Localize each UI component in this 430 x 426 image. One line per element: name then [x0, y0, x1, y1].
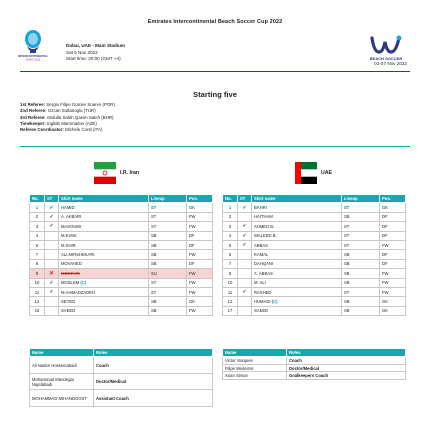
- staff-name: Ali Naderi Hosseinabadi: [30, 357, 94, 374]
- player-name-cell: [59, 259, 149, 268]
- player-position: GK: [187, 203, 213, 212]
- player-name: MOVAHED: [61, 261, 82, 267]
- match-date: Sat 5 Nov 2022: [66, 49, 98, 55]
- cross-icon: ✕: [48, 270, 55, 277]
- starter-cell: [45, 287, 59, 296]
- player-number: 5: [223, 240, 238, 249]
- starter-cell: [45, 231, 59, 240]
- player-position: FW: [187, 269, 213, 278]
- check-icon: ✓: [49, 204, 54, 211]
- staff-role: Doctor/Medical: [287, 364, 406, 372]
- player-row: [30, 250, 213, 259]
- team-left-name: I.R. Iran: [120, 170, 140, 176]
- match-info: [66, 43, 125, 63]
- player-number: 9: [30, 269, 45, 278]
- official-name: Abdulla Saleh Qasim Saleh (BHR): [46, 114, 114, 120]
- player-position: FW: [187, 278, 213, 287]
- player-name-cell: [59, 278, 149, 287]
- check-icon: ✓: [242, 289, 247, 296]
- player-lineup: SB: [149, 231, 187, 240]
- player-number: 2: [30, 212, 45, 221]
- staff-role: Goalkeepers Coach: [287, 372, 406, 380]
- player-number: 3: [30, 222, 45, 231]
- player-position: DF: [380, 259, 406, 268]
- lineup-table-right: [222, 194, 406, 316]
- player-position: FW: [380, 278, 406, 287]
- col-st: ST: [238, 195, 252, 203]
- player-row: [30, 259, 213, 268]
- player-row: [30, 306, 213, 315]
- player-row: [223, 240, 406, 249]
- player-row: [30, 287, 213, 296]
- official-name: Sergio Filipe Gomes Soares (POR): [46, 102, 115, 107]
- player-name-cell: [59, 222, 149, 231]
- col-name: Shirt name: [59, 195, 149, 203]
- team-right-name: UAE: [321, 170, 332, 176]
- player-lineup: SB: [149, 250, 187, 259]
- starter-cell: [238, 269, 252, 278]
- player-number: 1: [30, 203, 45, 212]
- captain-badge: (C): [80, 280, 87, 286]
- player-position: FW: [187, 212, 213, 221]
- official-name: Ingilab Mammadov (AZE): [47, 120, 97, 126]
- player-name: M. ALI: [254, 280, 266, 286]
- player-number: 17: [223, 306, 238, 315]
- player-lineup: ST: [342, 203, 380, 212]
- player-position: FW: [187, 222, 213, 231]
- starter-cell: [45, 250, 59, 259]
- staff-row: [30, 373, 213, 390]
- iran-flag-icon: [94, 162, 116, 184]
- player-lineup: SB: [149, 306, 187, 315]
- staff-row: [223, 372, 406, 380]
- official-role: Referee Coordinator:: [20, 127, 64, 133]
- col-lineup: Lineup: [342, 195, 380, 203]
- official-role: 3rd Referee:: [20, 114, 46, 120]
- player-position: DF: [187, 231, 213, 240]
- player-name: MOKTARI: [61, 270, 80, 276]
- player-name-cell: [59, 297, 149, 306]
- player-lineup: SB: [342, 297, 380, 306]
- team-left-header: [94, 162, 139, 184]
- col-st: ST: [45, 195, 59, 203]
- player-name: SEYED: [61, 298, 76, 304]
- player-row: [223, 259, 406, 268]
- player-lineup: ST: [149, 212, 187, 221]
- col-lineup: Lineup: [149, 195, 187, 203]
- player-lineup: ST: [149, 287, 187, 296]
- player-number: 10: [223, 278, 238, 287]
- player-name: M.SHIR: [61, 242, 76, 248]
- player-lineup: SB: [342, 250, 380, 259]
- starter-cell: [45, 269, 59, 278]
- officials-divider: [20, 146, 410, 147]
- official-role: Timekeeper:: [20, 120, 46, 126]
- player-row: [223, 222, 406, 231]
- official-name: Michele Conti (ITA): [65, 127, 103, 133]
- player-name-cell: [252, 278, 342, 287]
- player-lineup: ST: [342, 231, 380, 240]
- player-row: [223, 231, 406, 240]
- staff-name: Victor Vasques: [223, 357, 287, 365]
- lineup-header-row: [30, 195, 213, 203]
- player-position: DF: [187, 259, 213, 268]
- player-row: [30, 278, 213, 287]
- col-pos: Pos.: [187, 195, 213, 203]
- player-name-cell: [252, 231, 342, 240]
- player-lineup: SB: [342, 306, 380, 315]
- player-row: [30, 222, 213, 231]
- player-lineup: SB: [342, 212, 380, 221]
- player-number: 3: [223, 222, 238, 231]
- starter-cell: [45, 297, 59, 306]
- player-row: [223, 212, 406, 221]
- start-time: Start time: 20:00 (GMT +4): [66, 56, 121, 62]
- check-icon: ✓: [242, 242, 247, 249]
- player-number: 12: [223, 297, 238, 306]
- starter-cell: [238, 203, 252, 212]
- check-icon: ✓: [49, 279, 54, 286]
- player-row: [223, 297, 406, 306]
- player-number: 15: [30, 306, 45, 315]
- official-role: 2nd Referee:: [20, 108, 47, 114]
- starter-cell: [238, 278, 252, 287]
- player-lineup: SB: [149, 259, 187, 268]
- player-lineup: SB: [149, 240, 187, 249]
- player-position: DF: [380, 231, 406, 240]
- player-name-cell: [252, 240, 342, 249]
- staff-row: [30, 357, 213, 374]
- svg-text:DUBAI 2022: DUBAI 2022: [25, 58, 41, 62]
- official-role: 1st Referee:: [20, 102, 46, 107]
- player-number: 4: [223, 231, 238, 240]
- stadium: Dubai, UAE - Main Stadium: [66, 43, 125, 48]
- player-lineup: SB: [342, 278, 380, 287]
- player-name: BAHRI: [254, 205, 267, 211]
- player-name: A. ABBAS: [254, 270, 273, 276]
- officials-list: [20, 102, 115, 133]
- player-position: FW: [187, 306, 213, 315]
- event-dates: 01-07 Nov 2022: [374, 61, 407, 66]
- player-name-cell: [59, 250, 149, 259]
- col-no: No.: [223, 195, 238, 203]
- player-row: [223, 287, 406, 296]
- player-name: RASHED: [254, 289, 272, 295]
- player-number: 6: [223, 250, 238, 259]
- starter-cell: [45, 222, 59, 231]
- player-name: WALEED B.: [254, 233, 277, 239]
- player-position: DF: [380, 222, 406, 231]
- staff-role: Coach: [94, 357, 213, 374]
- player-position: GK: [380, 203, 406, 212]
- player-lineup: ST: [342, 222, 380, 231]
- starter-cell: [238, 240, 252, 249]
- player-number: 7: [30, 250, 45, 259]
- col-staff-name: Name: [30, 349, 94, 357]
- starter-cell: [238, 231, 252, 240]
- player-name-cell: [59, 240, 149, 249]
- starter-cell: [238, 306, 252, 315]
- player-position: GK: [187, 297, 213, 306]
- player-name: KAMAL: [254, 252, 269, 258]
- header-divider: [20, 71, 410, 72]
- staff-role: Doctor/Medical: [94, 373, 213, 390]
- player-lineup: ST: [149, 278, 187, 287]
- check-icon: ✓: [49, 213, 54, 220]
- staff-name: Xoan Simon: [223, 372, 287, 380]
- player-position: GK: [380, 297, 406, 306]
- check-icon: ✓: [242, 232, 247, 239]
- official-row: [20, 127, 115, 133]
- col-staff-role: Roles: [287, 349, 406, 357]
- lineup-header-row: [223, 195, 406, 203]
- player-name-cell: [252, 287, 342, 296]
- check-icon: ✓: [49, 289, 54, 296]
- player-row: [30, 212, 213, 221]
- official-name: Ozcan Sultanoglu (TUR): [47, 108, 96, 114]
- starter-cell: [238, 297, 252, 306]
- player-name: SAEED: [254, 308, 269, 314]
- player-number: 5: [30, 240, 45, 249]
- player-name-cell: [252, 306, 342, 315]
- player-position: GK: [380, 306, 406, 315]
- player-name: HAITHAM: [254, 214, 273, 220]
- player-name-cell: [252, 250, 342, 259]
- player-number: 4: [30, 231, 45, 240]
- player-row: [223, 203, 406, 212]
- tournament-logo: [17, 28, 49, 62]
- player-name-cell: [252, 203, 342, 212]
- player-name-cell: [59, 287, 149, 296]
- player-position: DF: [380, 250, 406, 259]
- player-number: 11: [223, 287, 238, 296]
- col-staff-role: Roles: [94, 349, 213, 357]
- starter-cell: [238, 212, 252, 221]
- player-position: FW: [187, 250, 213, 259]
- player-lineup: ST: [342, 240, 380, 249]
- player-lineup: ST: [149, 222, 187, 231]
- player-name-cell: [252, 212, 342, 221]
- player-position: FW: [380, 240, 406, 249]
- player-name-cell: [252, 297, 342, 306]
- player-name: HAMID: [61, 205, 75, 211]
- player-name: A. AKBARI: [61, 214, 82, 220]
- starter-cell: [45, 203, 59, 212]
- player-row: [30, 203, 213, 212]
- player-row: [223, 278, 406, 287]
- player-position: FW: [187, 287, 213, 296]
- staff-role: Assistant Coach: [94, 390, 213, 407]
- player-number: 10: [30, 278, 45, 287]
- player-name: SAEED: [61, 308, 76, 314]
- player-row: [223, 306, 406, 315]
- event-title: Emirates Intercontinental Beach Soccer Cup 2022: [147, 19, 283, 25]
- check-icon: ✓: [242, 223, 247, 230]
- player-position: DF: [380, 212, 406, 221]
- starter-cell: [238, 287, 252, 296]
- brand-text: BEACH SOCCER: [369, 56, 403, 61]
- player-name: MASOUMI: [61, 223, 82, 229]
- player-name-cell: [59, 306, 149, 315]
- player-lineup: SB: [342, 259, 380, 268]
- player-name-cell: [59, 212, 149, 221]
- player-lineup: ST: [149, 203, 187, 212]
- section-title: Starting five: [193, 90, 237, 99]
- player-name: HUMAID: [254, 298, 271, 304]
- captain-badge: (C): [271, 298, 278, 304]
- player-row: [223, 250, 406, 259]
- player-lineup: ST: [342, 287, 380, 296]
- player-number: 2: [223, 212, 238, 221]
- player-name-cell: [59, 269, 149, 278]
- col-name: Shirt name: [252, 195, 342, 203]
- player-name: M.AHMADZADEH: [61, 289, 95, 295]
- player-row: [30, 269, 213, 278]
- staff-table-right: [222, 348, 406, 380]
- staff-row: [30, 390, 213, 407]
- player-name-cell: [252, 269, 342, 278]
- player-position: FW: [380, 269, 406, 278]
- player-name-cell: [59, 231, 149, 240]
- player-position: DF: [187, 240, 213, 249]
- player-name: ABBAS: [254, 242, 268, 248]
- check-icon: ✓: [242, 204, 247, 211]
- player-name-cell: [59, 203, 149, 212]
- player-lineup: SU: [149, 269, 187, 278]
- player-number: 11: [30, 287, 45, 296]
- player-name-cell: [252, 222, 342, 231]
- player-number: 8: [30, 259, 45, 268]
- staff-table-left: [29, 348, 213, 407]
- player-number: 8: [223, 269, 238, 278]
- staff-name: MOHAMMAD MIHANDOOST: [30, 390, 94, 407]
- player-name: MOSLEM: [61, 280, 80, 286]
- col-staff-name: Name: [223, 349, 287, 357]
- player-number: 7: [223, 259, 238, 268]
- team-right-header: [295, 162, 332, 184]
- player-lineup: SB: [342, 269, 380, 278]
- player-name: ALI.MIRSHEKARI: [61, 252, 95, 258]
- starter-cell: [238, 250, 252, 259]
- starter-cell: [238, 222, 252, 231]
- starter-cell: [45, 212, 59, 221]
- starter-cell: [45, 306, 59, 315]
- player-row: [30, 240, 213, 249]
- staff-row: [223, 357, 406, 365]
- staff-name: Filipe Medeiros: [223, 364, 287, 372]
- player-position: FW: [380, 287, 406, 296]
- player-row: [223, 269, 406, 278]
- starter-cell: [45, 259, 59, 268]
- starter-cell: [238, 259, 252, 268]
- lineup-table-left: [29, 194, 213, 316]
- check-icon: ✓: [49, 223, 54, 230]
- player-number: 12: [30, 297, 45, 306]
- player-row: [30, 231, 213, 240]
- svg-text:INTERCONTINENTAL: INTERCONTINENTAL: [17, 54, 49, 58]
- beach-soccer-logo: [366, 34, 406, 62]
- col-pos: Pos.: [380, 195, 406, 203]
- starter-cell: [45, 240, 59, 249]
- staff-name: Mohammad Mandegar Najafabadi: [30, 373, 94, 390]
- player-name: DAHQANI: [254, 261, 274, 267]
- staff-header-row: [223, 349, 406, 357]
- player-lineup: SB: [149, 297, 187, 306]
- player-name: AHMED B.: [254, 223, 275, 229]
- player-row: [30, 297, 213, 306]
- starter-cell: [45, 278, 59, 287]
- staff-role: Coach: [287, 357, 406, 365]
- player-name-cell: [252, 259, 342, 268]
- col-no: No.: [30, 195, 45, 203]
- staff-row: [223, 364, 406, 372]
- staff-header-row: [30, 349, 213, 357]
- player-name: M.KIANI: [61, 233, 77, 239]
- uae-flag-icon: [295, 162, 317, 184]
- player-number: 1: [223, 203, 238, 212]
